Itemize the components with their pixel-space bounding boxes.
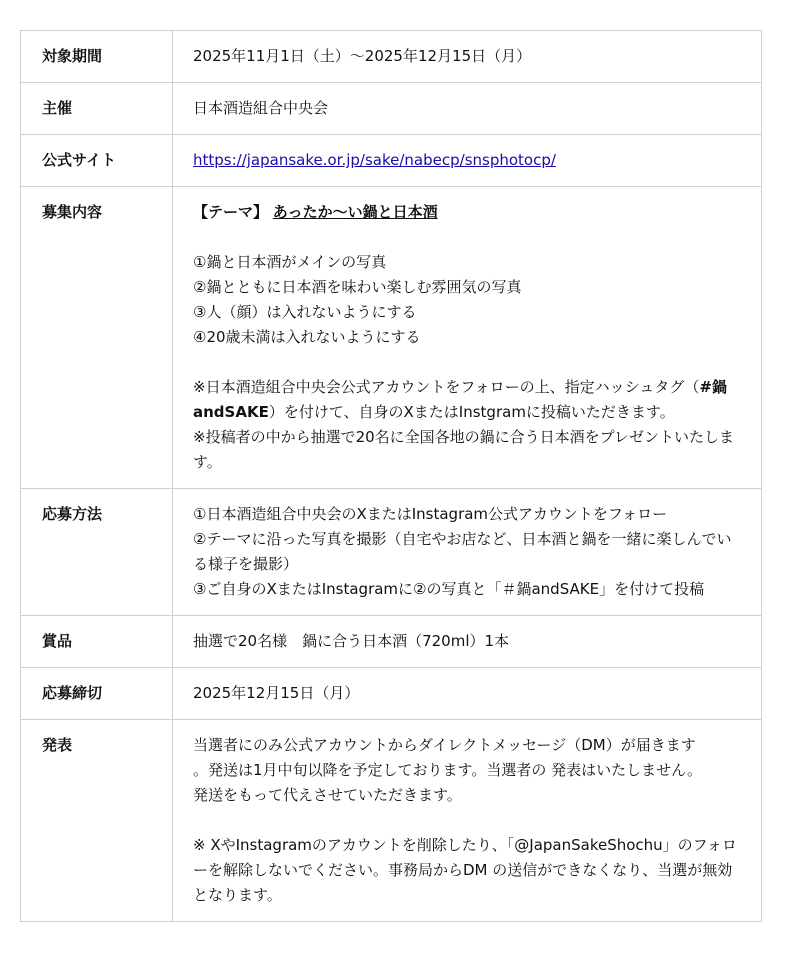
- content-note-hashtag: [193, 375, 741, 425]
- organizer-label: 主催: [21, 83, 173, 135]
- row-site: [21, 135, 762, 187]
- campaign-info-table-wrapper: [20, 30, 762, 922]
- official-site-link[interactable]: https://japansake.or.jp/sake/nabecp/snsphotocp/: [193, 151, 556, 169]
- announce-text-line: 当選者にのみ公式アカウントからダイレクトメッセージ（DM）が届きます: [193, 736, 696, 754]
- method-step: ③ご自身のXまたはInstagramに②の写真と「＃鍋andSAKE」を付けて投稿: [193, 580, 705, 598]
- row-organizer: [21, 83, 762, 135]
- row-method: [21, 489, 762, 616]
- announce-label: 発表: [21, 720, 173, 922]
- announce-text-line: 発送をもって代えさせていただきます。: [193, 786, 462, 804]
- content-cell: [173, 187, 762, 489]
- row-content: [21, 187, 762, 489]
- site-cell: [173, 135, 762, 187]
- theme-line: [193, 200, 741, 225]
- content-point: ②鍋とともに日本酒を味わい楽しむ雰囲気の写真: [193, 278, 522, 296]
- content-point: ④20歳未満は入れないようにする: [193, 328, 421, 346]
- spacer: [193, 808, 741, 833]
- row-announce: [21, 720, 762, 922]
- row-prize: [21, 616, 762, 668]
- organizer-value: 日本酒造組合中央会: [173, 83, 762, 135]
- announce-cell: [173, 720, 762, 922]
- prize-label: 賞品: [21, 616, 173, 668]
- period-label: 対象期間: [21, 31, 173, 83]
- row-deadline: [21, 668, 762, 720]
- content-label: 募集内容: [21, 187, 173, 489]
- announce-text-line: 。発送は1月中旬以降を予定しております。当選者の 発表はいたしません。: [193, 761, 703, 779]
- period-value: 2025年11月1日（土）〜2025年12月15日（月）: [173, 31, 762, 83]
- method-cell: [173, 489, 762, 616]
- prize-value: 抽選で20名様 鍋に合う日本酒（720ml）1本: [173, 616, 762, 668]
- content-point: ③人（顔）は入れないようにする: [193, 303, 417, 321]
- note1-suffix: ）を付けて、自身のXまたはInstgramに投稿いただきます。: [268, 403, 675, 421]
- row-period: [21, 31, 762, 83]
- method-step: ②テーマに沿った写真を撮影（自宅やお店など、日本酒と鍋を一緒に楽しんでいる様子を撮影）: [193, 530, 732, 573]
- content-point: ①鍋と日本酒がメインの写真: [193, 253, 387, 271]
- method-step: ①日本酒造組合中央会のXまたはInstagram公式アカウントをフォロー: [193, 505, 668, 523]
- spacer: [193, 225, 741, 250]
- theme-label: 【テーマ】: [193, 203, 269, 221]
- hashtag: #鍋andSAKE: [193, 378, 727, 421]
- spacer: [193, 350, 741, 375]
- campaign-info-table: [20, 30, 762, 922]
- site-label: 公式サイト: [21, 135, 173, 187]
- deadline-label: 応募締切: [21, 668, 173, 720]
- method-label: 応募方法: [21, 489, 173, 616]
- content-note-prize: ※投稿者の中から抽選で20名に全国各地の鍋に合う日本酒をプレゼントいたします。: [193, 428, 735, 471]
- theme-title: あったか〜い鍋と日本酒: [272, 203, 438, 221]
- deadline-value: 2025年12月15日（月）: [173, 668, 762, 720]
- announce-warning: ※ XやInstagramのアカウントを削除したり、「@JapanSakeShochu」のフォローを解除しないでください。事務局からDM の送信ができなくなり、当選が無効となります。: [193, 836, 737, 904]
- note1-prefix: ※日本酒造組合中央会公式アカウントをフォローの上、指定ハッシュタグ（: [193, 378, 700, 396]
